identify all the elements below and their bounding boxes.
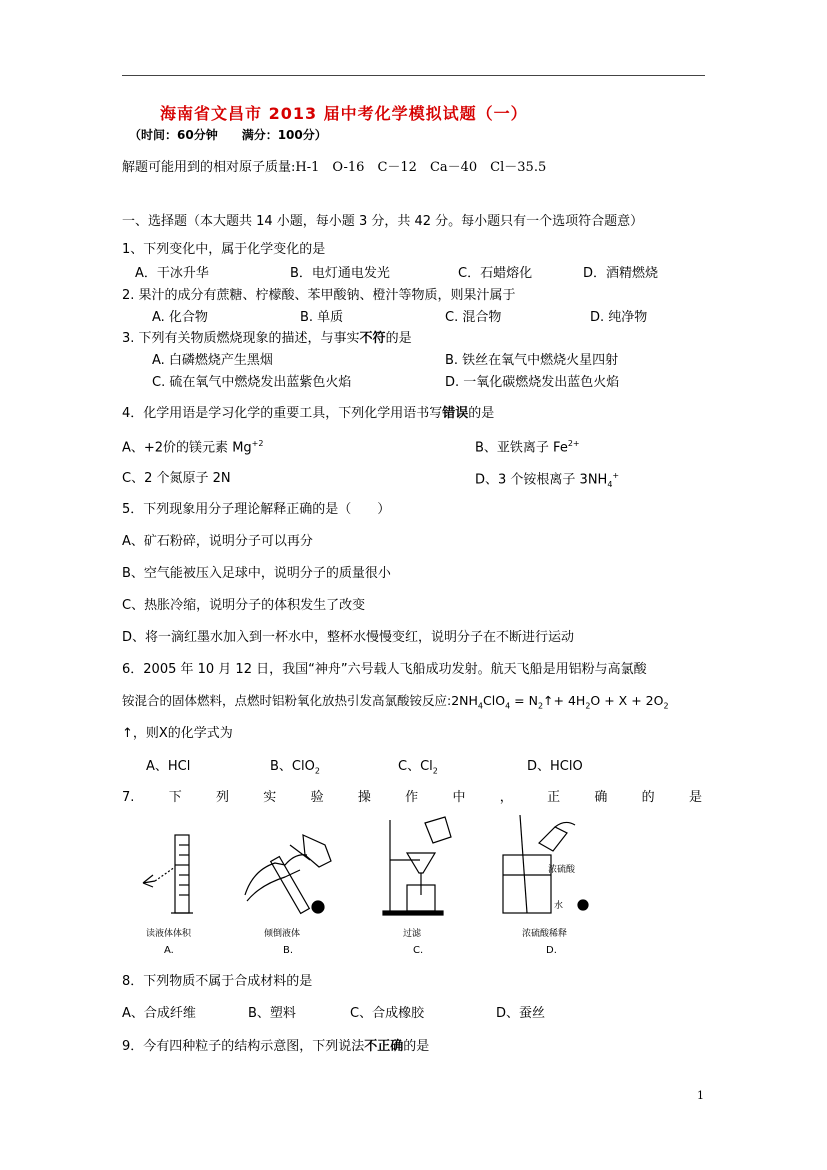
question-4-stem: 4．化学用语是学习化学的重要工具，下列化学用语书写错误的是 xyxy=(122,406,495,421)
q5-option-c: C、热胀冷缩，说明分子的体积发生了改变 xyxy=(122,598,366,613)
q6-option-b: B、ClO$_2$ xyxy=(270,759,320,776)
q3-option-d: D. 一氧化碳燃烧发出蓝色火焰 xyxy=(445,375,620,390)
q2-option-c: C. 混合物 xyxy=(445,310,502,325)
q8-option-b: B、塑料 xyxy=(248,1006,296,1021)
fig-b-letter: B. xyxy=(283,945,294,956)
q1-option-a: A．干冰升华 xyxy=(135,266,209,281)
q4-option-b: B、亚铁离子 $Fe^{2+}$ xyxy=(475,439,580,456)
pouring-liquid-figure xyxy=(245,835,331,913)
question-7-stem: 7. 下 列 实 验 操 作 中 ， 正 确 的 是 xyxy=(122,790,702,805)
q5-option-b: B、空气能被压入足球中，说明分子的质量很小 xyxy=(122,566,391,581)
q4-option-c: C、2 个氮原子 2N xyxy=(122,471,231,486)
q3-option-c: C. 硫在氧气中燃烧发出蓝紫色火焰 xyxy=(152,375,352,390)
fig-a-letter: A. xyxy=(164,945,174,956)
question-2-stem: 2. 果汁的成分有蔗糖、柠檬酸、苯甲酸钠、橙汁等物质，则果汁属于 xyxy=(122,288,516,303)
fig-d-label-acid: 浓硫酸 xyxy=(548,865,576,875)
q6-option-a: A、HCl xyxy=(146,759,191,774)
graduated-cylinder-figure xyxy=(143,835,193,913)
page-title: 海南省文昌市 2013 届中考化学模拟试题（一） xyxy=(160,104,528,123)
fig-c-label: 过滤 xyxy=(403,929,422,939)
q2-option-b: B. 单质 xyxy=(300,310,344,325)
question-3-stem: 3. 下列有关物质燃烧现象的描述，与事实不符的是 xyxy=(122,331,412,346)
fig-b-label: 倾倒液体 xyxy=(264,929,301,939)
section-heading: 一、选择题（本大题共 14 小题，每小题 3 分，共 42 分。每小题只有一个选项符合题意） xyxy=(122,214,644,229)
q4-option-d: D、3 个铵根离子 $3NH_4^+$ xyxy=(475,471,620,489)
question-6-line3: ↑，则X的化学式为 xyxy=(122,726,233,741)
q8-option-c: C、合成橡胶 xyxy=(350,1006,425,1021)
q1-option-d: D．酒精燃烧 xyxy=(583,266,659,281)
page-number: 1 xyxy=(697,1089,704,1102)
q2-option-d: D. 纯净物 xyxy=(590,310,648,325)
q8-option-a: A、合成纤维 xyxy=(122,1006,196,1021)
q6-option-c: C、$Cl_2$ xyxy=(398,759,438,776)
question-8-stem: 8．下列物质不属于合成材料的是 xyxy=(122,974,313,989)
fig-d-letter: D. xyxy=(546,945,557,956)
question-1-stem: 1、下列变化中，属于化学变化的是 xyxy=(122,242,326,257)
q4-option-a: A、+2价的镁元素 $Mg^{+2}$ xyxy=(122,439,264,456)
q1-option-b: B．电灯通电发光 xyxy=(290,266,390,281)
atomic-masses: 解题可能用到的相对原子质量:H-1 O-16 C－12 Ca－40 Cl－35.5 xyxy=(122,160,547,175)
fig-d-label-water: 水 xyxy=(554,901,564,911)
fig-d-label: 浓硫酸稀释 xyxy=(522,929,568,939)
fig-a-label: 读液体体积 xyxy=(146,929,192,939)
question-6-line2: 铵混合的固体燃料，点燃时铝粉氧化放热引发高氯酸铵反应$:2NH_4ClO_4$ = $N_2↑+ 4H_2O + X + 2O_2$ xyxy=(122,693,669,711)
q3-option-b: B. 铁丝在氧气中燃烧火星四射 xyxy=(445,353,619,368)
q3-option-a: A. 白磷燃烧产生黑烟 xyxy=(152,353,273,368)
q1-option-c: C．石蜡熔化 xyxy=(458,266,533,281)
q6-option-d: D、HClO xyxy=(527,759,583,774)
question-6-line1: 6．2005 年 10 月 12 日，我国“神舟”六号载人飞船成功发射。航天飞船是用铝粉与高氯酸 xyxy=(122,662,647,677)
q5-option-a: A、矿石粉碎，说明分子可以再分 xyxy=(122,534,313,549)
q8-option-d: D、蚕丝 xyxy=(496,1006,546,1021)
exam-meta: （时间：60分钟 满分：100分） xyxy=(129,128,327,142)
q5-option-d: D、将一滴红墨水加入到一杯水中，整杯水慢慢变红，说明分子在不断进行运动 xyxy=(122,630,575,645)
question-5-stem: 5．下列现象用分子理论解释正确的是（ ） xyxy=(122,502,391,517)
fig-c-letter: C. xyxy=(413,945,424,956)
question-9-stem: 9．今有四种粒子的结构示意图，下列说法不正确的是 xyxy=(122,1039,430,1054)
q2-option-a: A. 化合物 xyxy=(152,310,208,325)
filtration-figure xyxy=(383,817,451,915)
header-rule xyxy=(122,75,705,76)
acid-dilution-figure xyxy=(503,815,588,913)
